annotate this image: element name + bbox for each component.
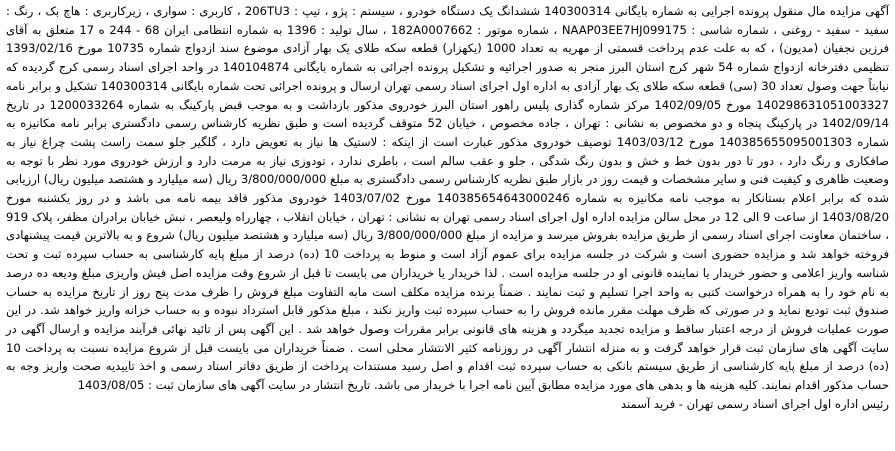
notice-body: آگهی مزایده مال منقول پرونده اجرایی به شماره بایگانی 140300314 ششدانگ یک دستگاه خودرو ، سیستم : پژو ، تیپ : 206TU3 ، کاربری : سواری ، زیرکاربری : هاچ بک ، رنگ : سفید - سفید - روغنی ، شماره شاسی : NAAP03EE7HJ099175 ، شماره موتور : 182A0007662 ، سال تولید : 1396 به شماره انتظامی ایران 68 - 244 ه 17 متعلق به آقای فرزین نجفیان (مدیون) ، که به علت عدم پرداخت قسمتی از مهریه به تعداد 1000 (یکهزار) قطعه سکه طلای یک بهار آزادی موضوع سند ازدواج شماره 10735 مورخ 1393/02/16 تنظیمی دفترخانه ازدواج شماره 54 شهر کرج استان البرز منجر به صدور اجرائیه و تشکیل پرونده اجرائی به شماره بایگانی 140104874 در واحد اجرای اسناد رسمی کرج گردیده که نیابتاً جهت وصول تعداد 30 (سی) قطعه سکه طلای یک بهار آزادی به اداره اول اجرای اسناد رسمی تهران ارسال و پرونده اجرائی تحت شماره بایگانی 140300314 تشکیل و برابر نامه 140298631051003327 مورخ 1402/09/05 مرکز شماره گذاری پلیس راهور استان البرز خودروی مذکور بازداشت و به موجب قبض پارکینگ به شماره 1200033264 در تاریخ 1402/09/14 در پارکینگ پنجاه و دو مخصوص به نشانی : تهران ، جاده مخصوص ، خیابان 52 متوقف گردیده است و طبق نظریه کارشناس رسمی دادگستری برابر نامه مکانیزه به شماره 140385655095001303 مورخ 1403/03/12 توصیف خودروی مذکور عبارت است از اینکه : لاستیک ها نیاز به تعویض دارد ، گلگیر جلو سمت راست پشت چراغ نیاز به صافکاری و رنگ دارد ، دور تا دور بدون خط و خش و بدون رنگ شدگی ، جلو و عقب سالم است ، باطری ندارد ، تودوزی نیاز به مرمت دارد و ارزش خودروی مورد نظر با توجه به وضعیت ظاهری و کیفیت فنی و سایر مشخصات و قیمت روز در بازار طبق نظریه کارشناس رسمی دادگستری به مبلغ 3/800/000/000 ریال (سه میلیارد و هشتصد میلیون ریال) ارزیابی شده که برابر اعلام بستانکار به موجب نامه مکانیزه به شماره 140385654643000246 مورخ 1403/07/02 خودروی مذکور فاقد بیمه نامه می باشد و در روز یکشنبه مورخ 1403/08/20 از ساعت 9 الی 12 در محل سالن مزایده اداره اول اجرای اسناد رسمی تهران به نشانی : تهران ، خیابان انقلاب ، چهارراه ولیعصر ، نبش خیابان برادران مظفر، پلاک 919 ، ساختمان معاونت اجرای اسناد رسمی از طریق مزایده بفروش میرسد و مزایده از مبلغ 3/800/000/000 ریال (سه میلیارد و هشتصد میلیون ریال) شروع و به بالاترین قیمت پیشنهادی فروخته خواهد شد و مزایده حضوری است و شرکت در جلسه مزایده برای عموم آزاد است و منوط به پرداخت 10 (ده) درصد از مبلغ پایه کارشناسی به حساب سپرده ثبت و تحت شناسه واریز اعلامی و حضور خریدار یا نماینده قانونی او در جلسه مزایده است . لذا خریدار یا خریداران می بایست تا قبل از شروع وقت مزایده اصل فیش واریزی مبلغ ودیعه ده درصد به نام خود را به همراه درخواست کتبی به واحد اجرا تسلیم و ثبت نمایند . ضمناً برنده مزایده مکلف است مابه التفاوت مبلغ فروش را ظرف مدت پنج روز از تاریخ مزایده به حساب صندوق ثبت تودیع نماید و در صورتی که ظرف مهلت مقرر مانده فروش را به حساب سپرده ثبت واریز نکند ، مبلغ مذکور قابل استرداد نبوده و به حساب خزانه واریز خواهد شد. در این صورت عملیات فروش از درجه اعتبار ساقط و مزایده تجدید میگردد و هزینه های قانونی برابر مقررات وصول خواهد شد . این آگهی پس از تائید نهائی فرآیند مزایده و ارسال آگهی در سایت آگهی های سازمان ثبت قرار خواهد گرفت و به منزله انتشار آگهی در روزنامه کثیر الانتشار محلی است . ضمناً خریداران می بایست قبل از شروع مزایده نسبت به پرداخت 10 (ده) درصد از مبلغ پایه کارشناسی از طریق سیستم بانکی به حساب سپرده ثبت اقدام و اصل رسید مستندات پرداخت از طریق دفاتر اسناد رسمی و اخذ تاییدیه صحت واریز وجه به حساب مذکور اقدام نمایند. کلیه هزینه ها و بدهی های مورد مزایده مطابق آیین نامه اجرا با خریدار می باشد. تاریخ انتشار در سایت آگهی های سازمان ثبت : 1403/08/05	[6, 4, 890, 393]
notice-signature: رئیس اداره اول اجرای اسناد رسمی تهران - فرید آسمند	[620, 396, 889, 411]
